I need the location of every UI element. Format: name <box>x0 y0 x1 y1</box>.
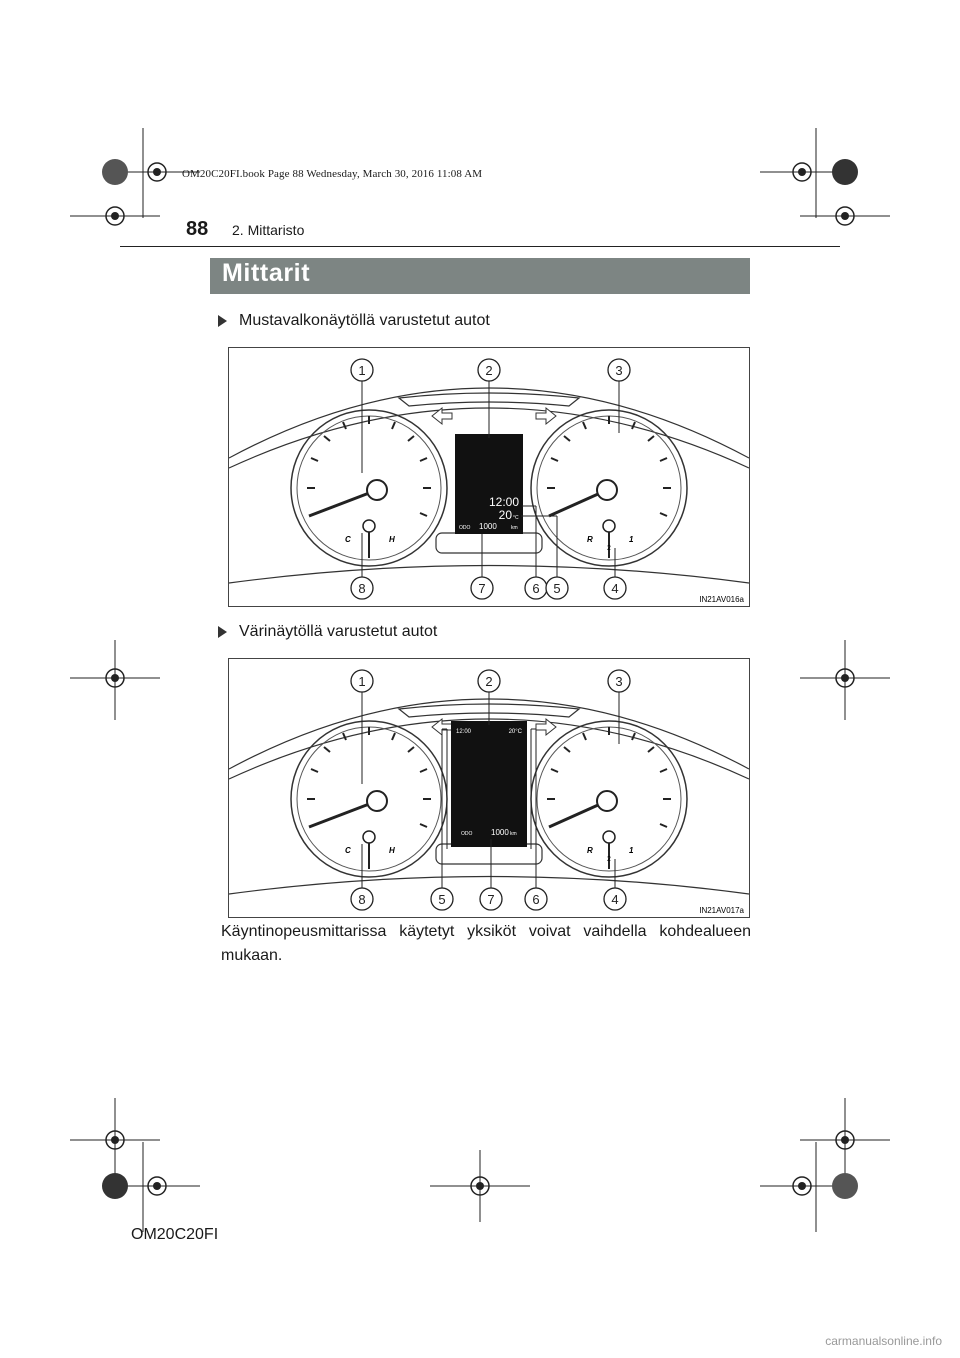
fig1-callout-4: 4 <box>611 581 619 596</box>
fig1-callout-7: 7 <box>478 581 486 596</box>
display-1-time: 12:00 <box>488 495 519 509</box>
figure-1 <box>228 347 750 607</box>
body-paragraph: Käyntinopeusmittarissa käytetyt yksiköt voivat vaihdella kohdealueen mukaan. <box>221 923 751 964</box>
fig1-callout-6: 6 <box>532 581 540 596</box>
cold-label: C <box>345 535 351 544</box>
left-gauge-2 <box>291 721 447 877</box>
book-header: OM20C20FI.book Page 88 Wednesday, March 30, 2016 11:08 AM <box>182 168 483 180</box>
display-2-odo-label: ODO <box>461 831 473 837</box>
watermark: carmanualsonline.info <box>825 1334 942 1348</box>
footer-code: OM20C20FI <box>131 1226 219 1243</box>
right-gauge-2 <box>531 721 687 877</box>
fig2-callout-8: 8 <box>358 892 366 907</box>
fig2-callout-3: 3 <box>615 674 623 689</box>
fig1-callout-2: 2 <box>485 363 493 378</box>
fig1-callout-5: 5 <box>553 581 561 596</box>
fig2-callout-7: 7 <box>487 892 495 907</box>
hot-label: H <box>389 535 395 544</box>
fig2-callout-2: 2 <box>485 674 493 689</box>
fig2-callout-4: 4 <box>611 892 619 907</box>
gauge-r-label: R <box>587 535 593 544</box>
display-1-temp: 20 <box>498 508 512 522</box>
gauge-one-label: 1 <box>629 535 634 544</box>
right-gauge <box>531 410 687 566</box>
fig1-callout-8: 8 <box>358 581 366 596</box>
figure-2-heading <box>218 623 437 641</box>
display-1-temp-unit: °C <box>513 515 519 521</box>
display-1-odo-label: ODO <box>459 525 471 531</box>
fig2-callout-5: 5 <box>438 892 446 907</box>
gauge-r-label-2: R <box>587 846 593 855</box>
figure-1-code: IN21AV016a <box>699 595 744 604</box>
page-number: 88 <box>186 218 209 240</box>
fig2-callout-6: 6 <box>532 892 540 907</box>
instrument-cluster-illustration-1 <box>229 348 749 606</box>
display-2-odo-unit: km <box>510 831 517 837</box>
display-2-temp: 20°C <box>508 729 522 735</box>
figure-1-heading <box>218 312 490 330</box>
display-2-odo-value: 1000 <box>491 828 509 837</box>
gauge-one-label-2: 1 <box>629 846 634 855</box>
hot-label-2: H <box>389 846 395 855</box>
breadcrumb: 2. Mittaristo <box>232 222 305 238</box>
figure-1-heading-text: Mustavalkonäytöllä varustetut autot <box>239 312 490 329</box>
figure-2-code: IN21AV017a <box>699 906 744 915</box>
gauge-two-label-2: 2 <box>607 856 611 863</box>
fig2-callout-1: 1 <box>358 674 366 689</box>
header-rule <box>120 246 840 247</box>
figure-2 <box>228 658 750 918</box>
display-1-odo-unit: km <box>511 525 518 531</box>
fig1-callout-1: 1 <box>358 363 366 378</box>
triangle-bullet-icon <box>218 315 227 327</box>
gauge-two-label: 2 <box>607 545 611 552</box>
triangle-bullet-icon <box>218 626 227 638</box>
instrument-cluster-illustration-2 <box>229 659 749 917</box>
figure-2-heading-text: Värinäytöllä varustetut autot <box>239 623 438 640</box>
section-title: Mittarit <box>222 259 311 287</box>
cold-label-2: C <box>345 846 351 855</box>
display-2-time: 12:00 <box>456 729 472 735</box>
fig1-callout-3: 3 <box>615 363 623 378</box>
left-gauge <box>291 410 447 566</box>
display-1-odo-value: 1000 <box>479 522 497 531</box>
